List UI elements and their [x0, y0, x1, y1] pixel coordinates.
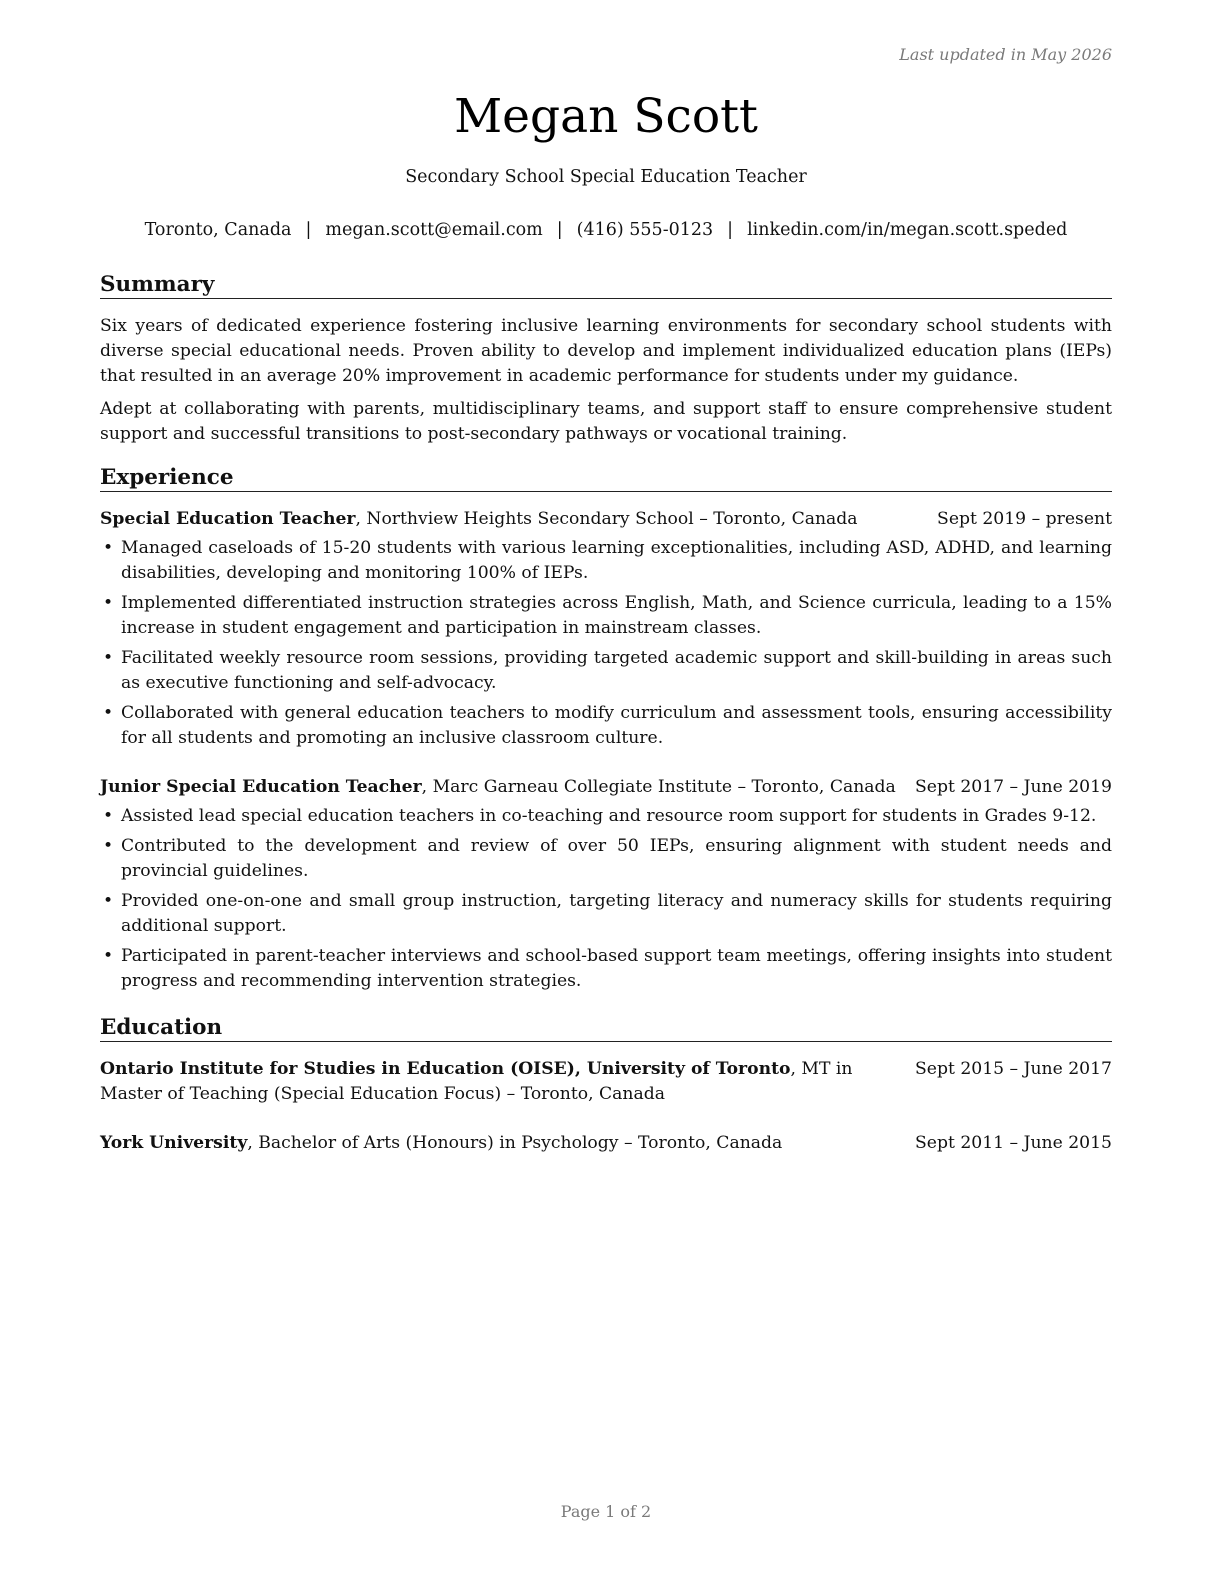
bullet-icon: • — [103, 593, 114, 613]
job-bullet-text: Participated in parent-teacher interviews and school-based support team meetings, offering insights into student progress and recommending intervention strategies. — [121, 946, 1112, 991]
job-header — [100, 775, 1112, 800]
education-institution: Ontario Institute for Studies in Education (OISE), University of Toronto — [100, 1059, 791, 1079]
last-updated-note: Last updated in May 2026 — [899, 45, 1112, 64]
education-header — [100, 1057, 1112, 1107]
job-bullet — [100, 889, 1112, 939]
contact-separator: | — [727, 220, 734, 240]
summary-section — [100, 314, 1112, 455]
candidate-headline: Secondary School Special Education Teacher — [405, 167, 807, 187]
contact-linkedin[interactable]: linkedin.com/in/megan.scott.speded — [747, 220, 1068, 240]
bullet-icon: • — [103, 836, 114, 856]
education-institution: York University — [100, 1133, 248, 1153]
job-bullet-text: Collaborated with general education teachers to modify curriculum and assessment tools, ensuring accessibility for all students and promoting an inclusive classroom culture. — [121, 703, 1112, 748]
job-entry — [100, 507, 1112, 756]
contact-phone[interactable]: (416) 555-0123 — [576, 220, 714, 240]
job-bullet-text: Contributed to the development and review of over 50 IEPs, ensuring alignment with student needs and provincial guidelines. — [121, 836, 1112, 881]
job-bullet — [100, 804, 1112, 829]
section-title-summary: Summary — [100, 272, 1112, 299]
contact-separator: | — [305, 220, 312, 240]
bullet-icon: • — [103, 946, 114, 966]
contact-email[interactable]: megan.scott@email.com — [325, 220, 543, 240]
section-title-experience: Experience — [100, 465, 1112, 492]
job-entry — [100, 775, 1112, 999]
resume-page — [100, 0, 1112, 1584]
job-bullet-list — [100, 804, 1112, 994]
bullet-icon: • — [103, 648, 114, 668]
job-bullet — [100, 646, 1112, 696]
job-bullet-list — [100, 536, 1112, 751]
job-bullet — [100, 944, 1112, 994]
job-bullet-text: Managed caseloads of 15-20 students with various learning exceptionalities, including ASD, ADHD, and learning disabilities, developing and monitoring 100% of IEPs. — [121, 538, 1112, 583]
education-dates: Sept 2015 – June 2017 — [915, 1059, 1112, 1079]
education-entry — [100, 1131, 1112, 1156]
bullet-icon: • — [103, 806, 114, 826]
job-role: Special Education Teacher — [100, 509, 356, 529]
bullet-icon: • — [103, 538, 114, 558]
job-organization: , Marc Garneau Collegiate Institute – Toronto, Canada — [421, 777, 896, 797]
job-organization: , Northview Heights Secondary School – Toronto, Canada — [355, 509, 858, 529]
job-bullet — [100, 834, 1112, 884]
education-header — [100, 1131, 1112, 1156]
contact-location: Toronto, Canada — [144, 220, 292, 240]
job-role: Junior Special Education Teacher — [100, 777, 422, 797]
education-dates: Sept 2011 – June 2015 — [915, 1133, 1112, 1153]
education-entry — [100, 1057, 1112, 1107]
education-detail: , Bachelor of Arts (Honours) in Psychology – Toronto, Canada — [247, 1133, 783, 1153]
job-bullet-text: Assisted lead special education teachers in co-teaching and resource room support for students in Grades 9-12. — [121, 806, 1097, 826]
job-bullet-text: Facilitated weekly resource room sessions, providing targeted academic support and skill-building in areas such as executive functioning and self-advocacy. — [121, 648, 1112, 693]
candidate-name: Megan Scott — [454, 89, 758, 144]
job-bullet — [100, 591, 1112, 641]
contact-separator: | — [556, 220, 563, 240]
job-bullet — [100, 536, 1112, 586]
section-title-education: Education — [100, 1015, 1112, 1042]
job-bullet — [100, 701, 1112, 751]
contact-line — [100, 220, 1112, 240]
job-bullet-text: Implemented differentiated instruction strategies across English, Math, and Science curricula, leading to a 15% increase in student engagement and participation in mainstream classes. — [121, 593, 1112, 638]
education-detail: , MT in Master of Teaching (Special Education Focus) – Toronto, Canada — [100, 1059, 853, 1104]
job-dates: Sept 2019 – present — [937, 509, 1112, 529]
job-dates: Sept 2017 – June 2019 — [915, 777, 1112, 797]
bullet-icon: • — [103, 703, 114, 723]
bullet-icon: • — [103, 891, 114, 911]
summary-paragraph: Adept at collaborating with parents, multidisciplinary teams, and support staff to ensure comprehensive student support and successful transitions to post-secondary pathways or vocational training. — [100, 399, 1112, 444]
page-number: Page 1 of 2 — [560, 1502, 652, 1521]
job-header — [100, 507, 1112, 532]
summary-paragraph: Six years of dedicated experience fostering inclusive learning environments for secondary school students with diverse special educational needs. Proven ability to develop and implement individualized education plans (IEPs) that resulted in an average 20% improvement in academic performance for students under my guidance. — [100, 316, 1112, 386]
job-bullet-text: Provided one-on-one and small group instruction, targeting literacy and numeracy skills for students requiring additional support. — [121, 891, 1112, 936]
